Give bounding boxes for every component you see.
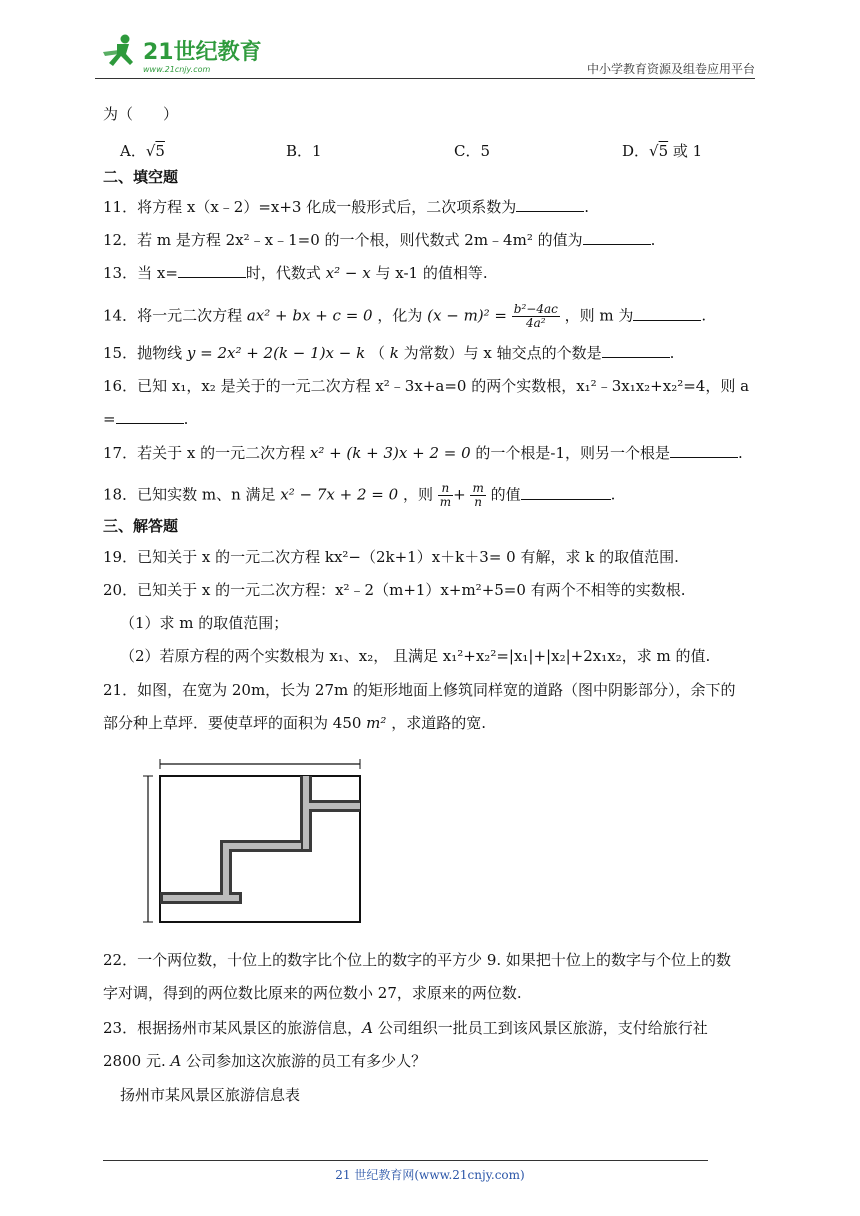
footer-divider xyxy=(103,1160,708,1161)
question-14: 14．将一元二次方程 ax² + bx + c = 0 ，化为 (x − m)² = $\frac{\text{b²−4ac}}{\text{4a²}}$ ，则 m 为 . xyxy=(103,302,707,330)
question-13: 13．当 x= 时，代数式 x² − x 与 x-1 的值相等. xyxy=(103,264,488,282)
question-11: 11．将方程 x（x﹣2）=x+3 化成一般形式后，二次项系数为 . xyxy=(103,198,590,216)
question-17: 17．若关于 x 的一元二次方程 x² + (k + 3)x + 2 = 0 的一个根是-1，则另一个根是 . xyxy=(103,444,743,462)
page-header xyxy=(95,32,755,80)
table-title: 扬州市某风景区旅游信息表 xyxy=(120,1086,301,1104)
question-12: 12．若 m 是方程 2x²﹣x﹣1=0 的一个根，则代数式 2m﹣4m² 的值为 . xyxy=(103,231,656,249)
question-16: 16．已知 x₁，x₂ 是关于的一元二次方程 x²﹣3x+a=0 的两个实数根，x₁²﹣3x₁x₂+x₂²=4，则 a xyxy=(103,377,750,395)
question-21-cont: 部分种上草坪．要使草坪的面积为 450 m² ，求道路的宽. xyxy=(103,714,486,732)
question-23-cont: 2800 元. A 公司参加这次旅游的员工有多少人？ xyxy=(103,1052,427,1070)
question-16-cont: = . xyxy=(103,410,189,428)
q10-option-c: C．5 xyxy=(454,142,491,160)
footer-text: 21 世纪教育网(www.21cnjy.com) xyxy=(335,1168,525,1182)
header-right-text: 中小学教育资源及组卷应用平台 xyxy=(586,62,755,76)
logo-text: 21世纪教育 xyxy=(143,40,262,65)
section-fill-in: 二、填空题 xyxy=(103,168,179,186)
question-22: 22．一个两位数，十位上的数字比个位上的数字的平方少 9. 如果把十位上的数字与个位上的数 xyxy=(103,951,731,969)
q10-option-d: D．√5 或 1 xyxy=(622,142,703,160)
header-divider xyxy=(95,78,755,79)
question-23: 23．根据扬州市某风景区的旅游信息，A 公司组织一批员工到该风景区旅游，支付给旅行社 xyxy=(103,1019,708,1037)
q10-tail: 为（ ） xyxy=(103,105,179,123)
question-21: 21．如图，在宽为 20m，长为 27m 的矩形地面上修筑同样宽的道路（图中阴影部分），余下的 xyxy=(103,681,736,699)
road-diagram xyxy=(138,756,366,928)
question-18: 18．已知实数 m、n 满足 x² − 7x + 2 = 0 ，则 $\frac{n}{m}$ + $\frac{m}{n}$ 的值 . xyxy=(103,481,616,509)
logo-url: www.21cnjy.com xyxy=(143,65,211,74)
q10-option-a: A．√5 xyxy=(120,142,165,160)
question-15: 15．抛物线 y = 2x² + 2(k − 1)x − k （ k 为常数）与 x 轴交点的个数是 . xyxy=(103,344,675,362)
question-20-part-1: （1）求 m 的取值范围； xyxy=(120,614,289,632)
question-22-cont: 字对调，得到的两位数比原来的两位数小 27，求原来的两位数. xyxy=(103,984,522,1002)
question-19: 19．已知关于 x 的一元二次方程 kx²−（2k+1）x＋k＋3= 0 有解，求 k 的取值范围. xyxy=(103,548,679,566)
question-20-part-2: （2）若原方程的两个实数根为 x₁、x₂， 且满足 x₁²+x₂²=|x₁|+|x₂|+2x₁x₂，求 m 的值. xyxy=(120,647,711,665)
section-answer: 三、解答题 xyxy=(103,517,179,535)
q10-option-b: B．1 xyxy=(286,142,322,160)
site-logo xyxy=(95,32,265,74)
question-20: 20．已知关于 x 的一元二次方程：x²﹣2（m+1）x+m²+5=0 有两个不相等的实数根. xyxy=(103,581,686,599)
